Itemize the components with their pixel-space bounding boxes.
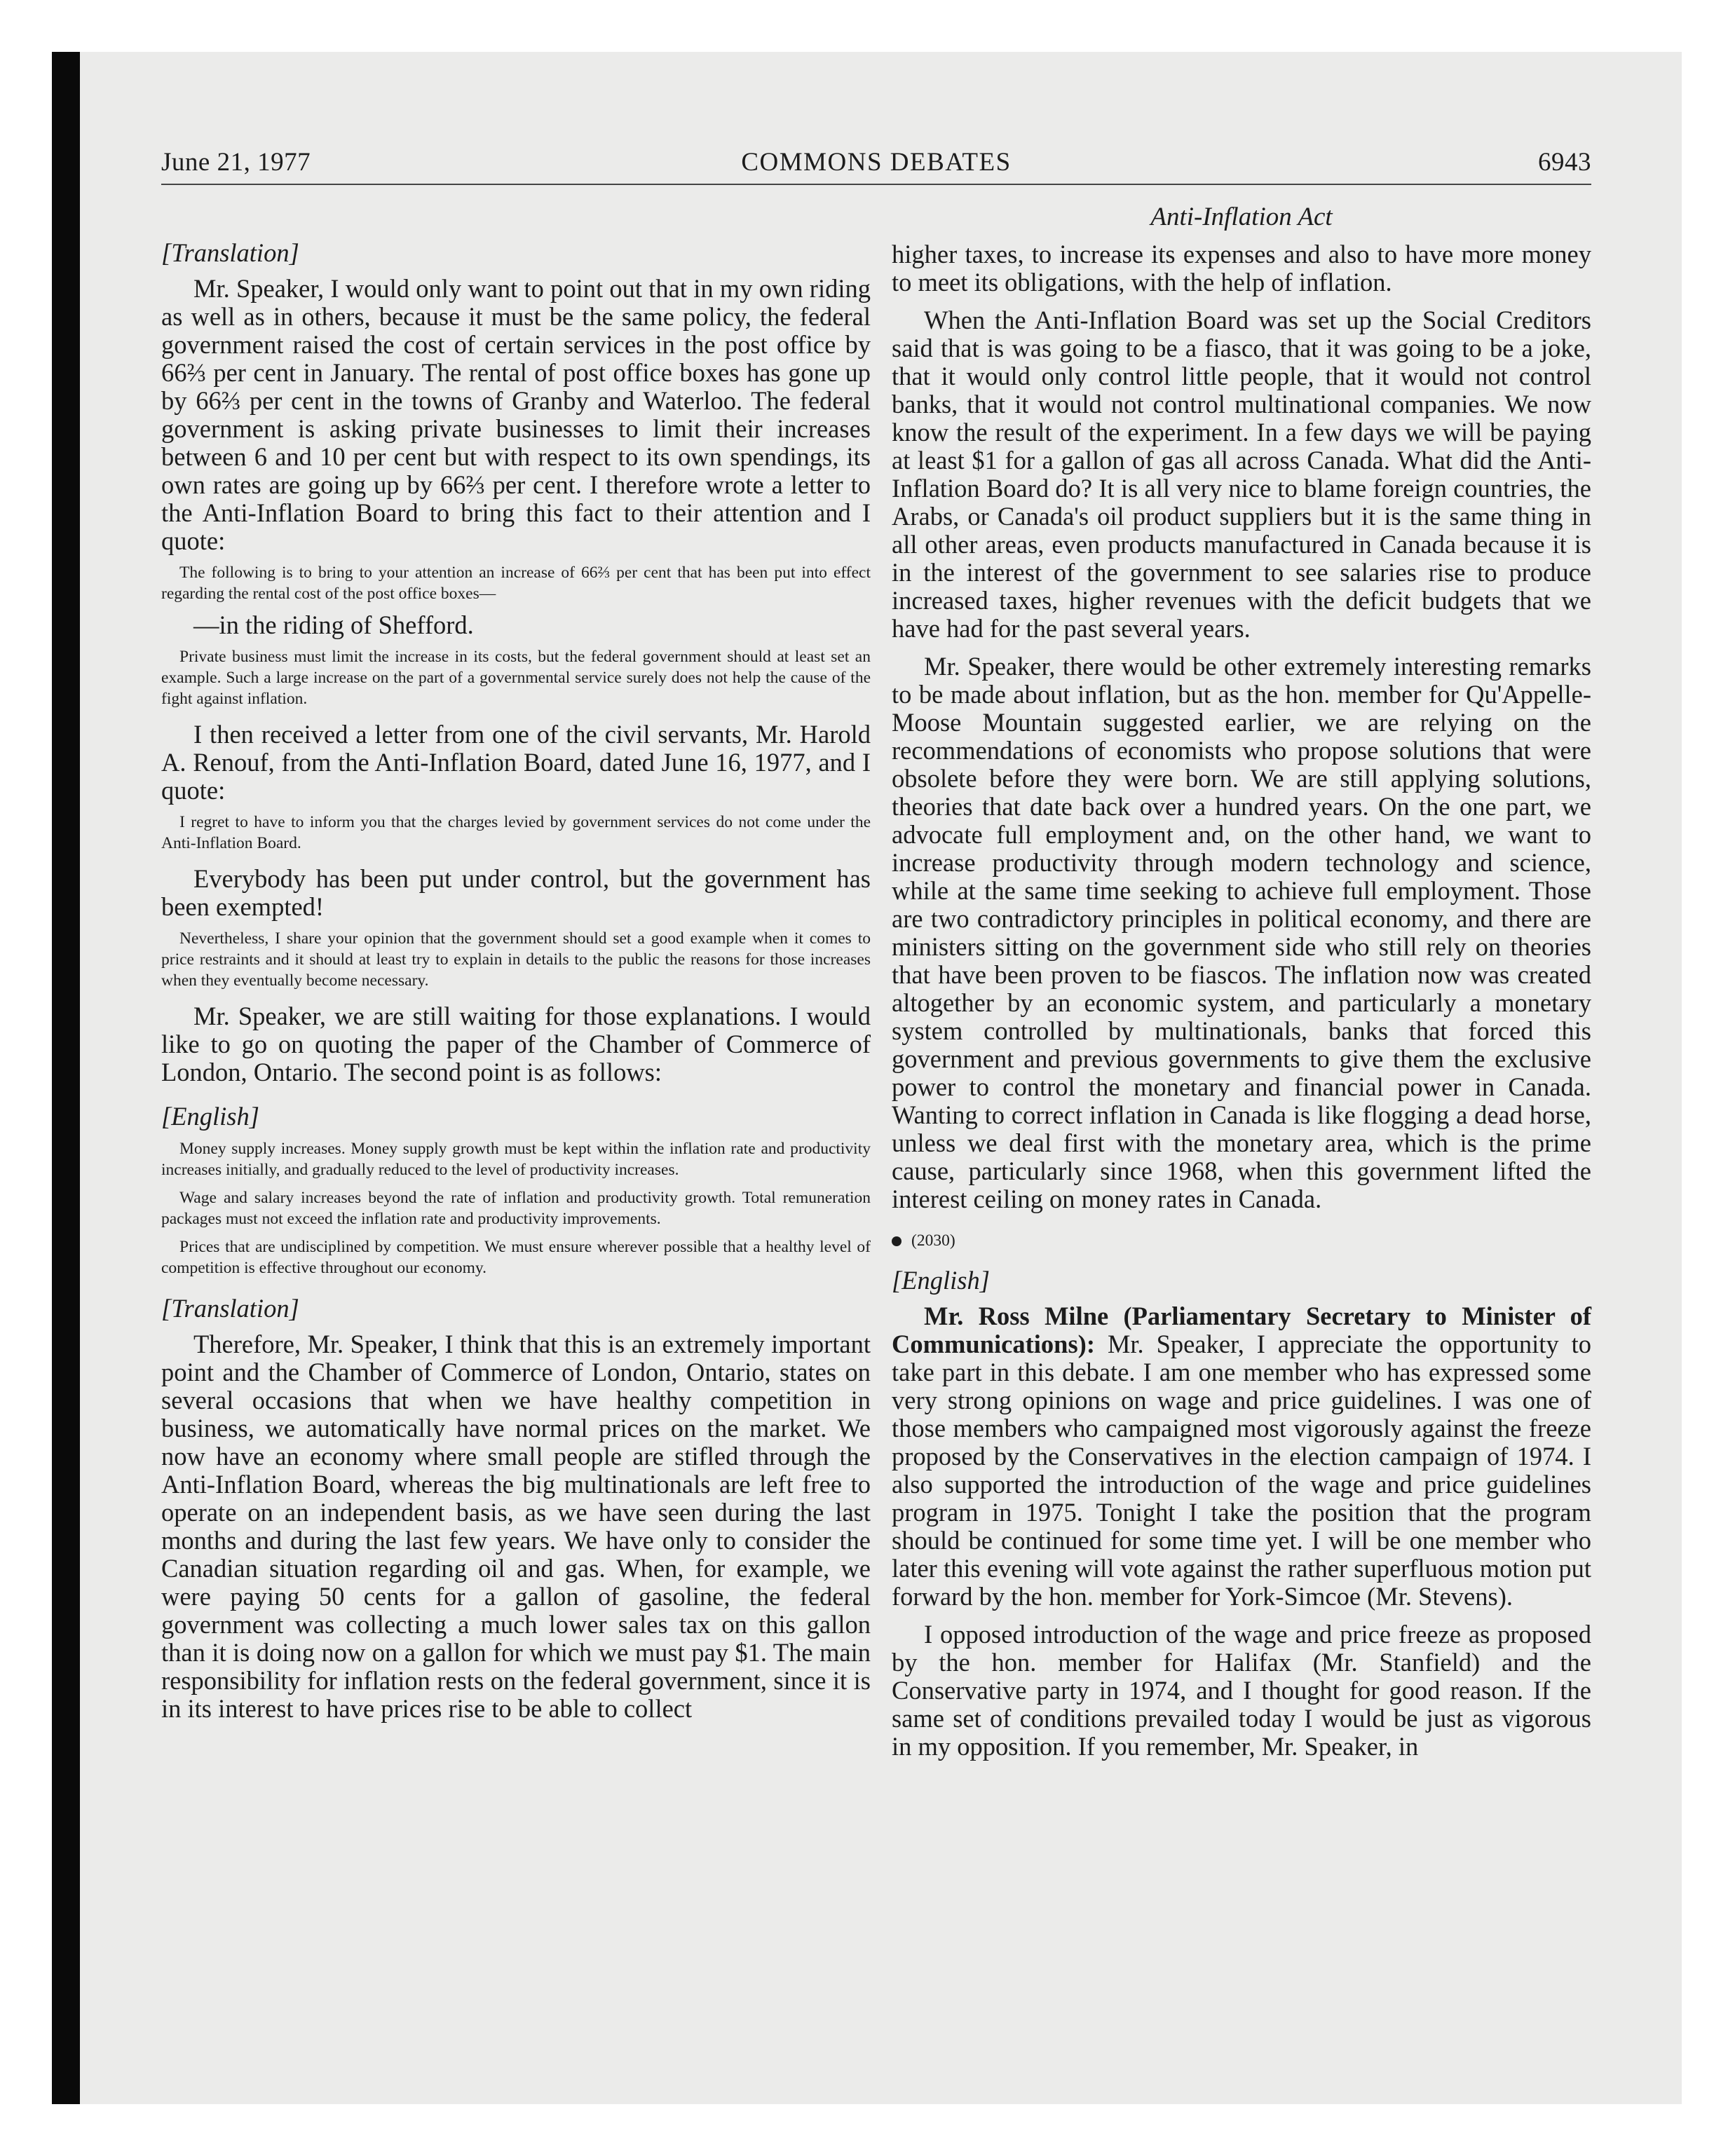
paragraph: Mr. Speaker, there would be other extremely interesting remarks to be made about inflation, but as the hon. member for Qu'Appelle-Moose Mountain suggested earlier, we are relying on the recommendations of economists who propose solutions that were obsolete before they were born. We are still applying solutions, theories that date back over a hundred years. On the one part, we advocate full employment and, on the other hand, we want to increase productivity through modern technology and science, while at the same time seeking to achieve full employment. Those are two contradictory principles in political economy, and there are ministers sitting on the government side who still rely on theories that have been proven to be fiascos. The inflation now was created altogether by an economic system, and particularly a monetary system controlled by multinationals, banks that forced this government and previous governments to give them the exclusive power to control the monetary and financial power in Canada. Wanting to correct inflation in Canada is like flogging a dead horse, unless we deal first with the monetary area, which is the prime cause, particularly since 1968, when this government lifted the interest ceiling on money rates in Canada. xyxy=(892,652,1591,1213)
section-label: [English] xyxy=(892,1266,990,1295)
running-head: Anti-Inflation Act xyxy=(1150,203,1333,231)
section-label: [Translation] xyxy=(161,1294,299,1323)
header-title: COMMONS DEBATES xyxy=(741,148,1012,177)
right-column xyxy=(892,202,1591,1761)
paragraph: Mr. Speaker, I would only want to point out that in my own riding as well as in others, because it must be the same policy, the federal government raised the cost of certain services in the post office by 66⅔ per cent in January. The rental of post office boxes has gone up by 66⅔ per cent in the towns of Granby and Waterloo. The federal government is asking private businesses to limit their increases between 6 and 10 per cent but with respect to its own spendings, its own rates are going up by 66⅔ per cent. I therefore wrote a letter to the Anti-Inflation Board to bring this fact to their attention and I quote: xyxy=(161,274,871,555)
paragraph: When the Anti-Inflation Board was set up the Social Creditors said that is was going to be a fiasco, that it was going to be a joke, that it would only control little people, that it would not control banks, that it would not control multinational companies. We now know the result of the experiment. In a few days we will be paying at least $1 for a gallon of gas all across Canada. What did the Anti-Inflation Board do? It is all very nice to blame foreign countries, the Arabs, or Canada's oil product suppliers but it is the same thing in all other areas, even products manufactured in Canada because it is in the interest of the government to see salaries rise to produce increased taxes, higher revenues with the deficit budgets that we have had for the past several years. xyxy=(892,306,1591,643)
paragraph: Therefore, Mr. Speaker, I think that this is an extremely important point and the Chamber of Commerce of London, Ontario, states on several occasions that when we have healthy competition in business, we automatically have normal prices on the market. We now have an economy where small people are stifled through the Anti-Inflation Board, whereas the big multinationals are left free to operate on an independent basis, as we have seen during the last months and during the last few years. We have only to consider the Canadian situation regarding oil and gas. When, for example, we were paying 50 cents for a gallon of gasoline, the federal government was collecting a much lower sales tax on this gallon than it is doing now on a gallon for which we must pay $1. The main responsibility for inflation rests on the federal government, since it is in its interest to have prices rise to be able to collect xyxy=(161,1330,871,1723)
time-marker xyxy=(892,1231,1591,1250)
paragraph: higher taxes, to increase its expenses and also to have more money to meet its obligations, with the help of inflation. xyxy=(892,240,1591,296)
paragraph: I then received a letter from one of the civil servants, Mr. Harold A. Renouf, from the Anti-Inflation Board, dated June 16, 1977, and I quote: xyxy=(161,720,871,805)
quotation: Nevertheless, I share your opinion that the government should set a good example when it comes to price restraints and it should at least try to explain in details to the public the reasons for those increases when they eventually become necessary. xyxy=(161,929,871,990)
left-column xyxy=(161,238,871,1723)
section-label: [Translation] xyxy=(161,238,299,267)
quotation: Prices that are undisciplined by competition. We must ensure wherever possible that a healthy level of competition is effective throughout our economy. xyxy=(161,1238,871,1277)
bullet-icon xyxy=(892,1236,901,1246)
quotation: Money supply increases. Money supply growth must be kept within the inflation rate and productivity increases initially, and gradually reduced to the level of productivity increases. xyxy=(161,1140,871,1179)
section-label: [English] xyxy=(161,1102,259,1131)
quotation: The following is to bring to your attention an increase of 66⅔ per cent that has been put into effect regarding the rental cost of the post office boxes— xyxy=(161,564,871,603)
quotation: Wage and salary increases beyond the rate of inflation and productivity growth. Total remuneration packages must not exceed the inflation rate and productivity improvements. xyxy=(161,1189,871,1228)
quotation: I regret to have to inform you that the charges levied by government services do not come under the Anti-Inflation Board. xyxy=(161,813,871,852)
speaker-name: Mr. Ross Milne (Parliamentary Secretary to Minister of Communications): xyxy=(892,1302,1591,1358)
scan-edge xyxy=(52,52,80,2104)
time-marker-text: (2030) xyxy=(911,1231,955,1250)
paragraph: —in the riding of Shefford. xyxy=(193,610,474,639)
paragraph: Mr. Speaker, we are still waiting for those explanations. I would like to go on quoting the paper of the Chamber of Commerce of London, Ontario. The second point is as follows: xyxy=(161,1002,871,1086)
page-number: 6943 xyxy=(1538,148,1591,177)
paragraph: Everybody has been put under control, but the government has been exempted! xyxy=(161,864,871,921)
page-header xyxy=(161,144,1591,185)
quotation: Private business must limit the increase in its costs, but the federal government should at least set an example. Such a large increase on the part of a governmental service surely does not help the cause of the fight against inflation. xyxy=(161,648,871,708)
paragraph: I opposed introduction of the wage and price freeze as proposed by the hon. member for Halifax (Mr. Stanfield) and the Conservative party in 1974, and I thought for good reason. If the same set of conditions prevailed today I would be just as vigorous in my opposition. If you remember, Mr. Speaker, in xyxy=(892,1620,1591,1761)
speech-paragraph xyxy=(892,1302,1591,1611)
header-date: June 21, 1977 xyxy=(161,148,311,177)
speech-text: Mr. Speaker, I appreciate the opportunity to take part in this debate. I am one member who has expressed some very strong opinions on wage and price guidelines. I was one of those members who campaigned most vigorously against the freeze proposed by the Conservatives in the election campaign of 1974. I also supported the introduction of the wage and price guidelines program in 1975. Tonight I take the position that the program should be continued for some time yet. I will be one member who later this evening will vote against the rather superfluous motion put forward by the hon. member for York-Simcoe (Mr. Stevens). xyxy=(892,1330,1592,1611)
